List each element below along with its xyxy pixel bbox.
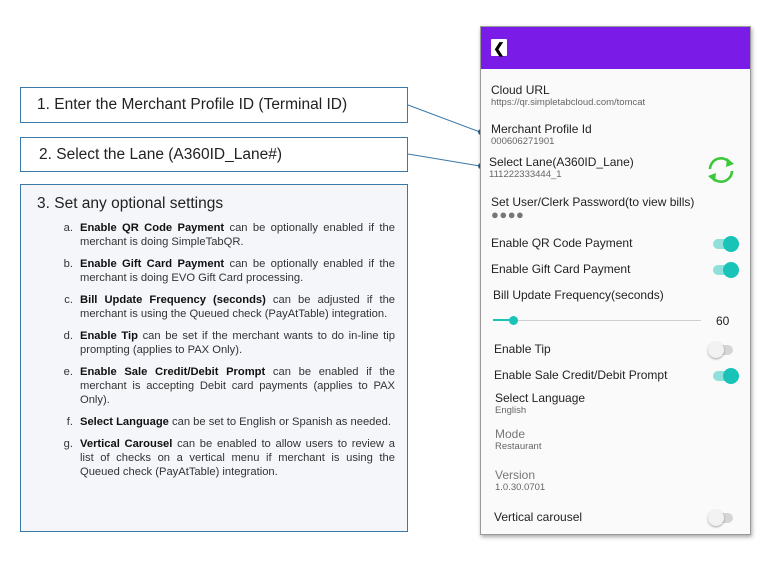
item-bold: Vertical Carousel [80,438,173,450]
item-letter: e. [63,366,73,378]
item-rest: can be set if the merchant wants to do in-line tip prompting (applies to PAX Only). [80,330,395,356]
sale-prompt-label: Enable Sale Credit/Debit Prompt [494,368,668,382]
refresh-icon[interactable] [703,152,739,188]
item-text [80,293,395,321]
slider-thumb[interactable] [509,316,518,325]
select-lane-label: Select Lane(A360ID_Lane) [489,155,634,169]
connector-line-merchant [408,105,480,132]
item-text [80,221,395,249]
gift-card-setting [491,262,751,276]
cloud-url-setting[interactable] [491,83,751,108]
item-letter: a. [63,222,73,234]
optional-setting-item [37,293,395,321]
item-rest: can be optionally enabled if the merchant is doing SimpleTabQR. [80,222,395,248]
callout-merchant-profile [20,87,408,123]
qr-payment-toggle[interactable] [713,239,735,249]
device-settings-screen [480,26,751,535]
item-letter: b. [63,258,73,270]
item-text [80,329,395,357]
item-rest: can be enabled if the merchant is accepting Debit card payments (applies to PAX Only). [80,366,395,406]
optional-setting-item [37,221,395,249]
language-setting[interactable] [495,391,751,416]
item-letter: f. [66,416,73,428]
bill-frequency-label: Bill Update Frequency(seconds) [493,288,664,302]
toggle-knob [723,368,739,384]
mode-label: Mode [495,427,526,441]
merchant-profile-label: Merchant Profile Id [491,122,592,136]
vertical-carousel-label: Vertical carousel [494,510,583,524]
item-bold: Enable QR Code Payment [80,222,225,234]
optional-setting-item [37,365,395,407]
item-bold: Bill Update Frequency (seconds) [80,294,266,306]
bill-frequency-slider[interactable] [481,307,750,337]
optional-setting-item [37,257,395,285]
optional-setting-item [37,329,395,357]
cloud-url-label: Cloud URL [491,83,550,97]
app-bar [481,27,750,69]
item-bold: Select Language [80,416,169,428]
item-rest: can be enabled to allow users to review a list of checks on a vertical menu if merchant is using the Queued check (PayAtTable) integration. [80,438,395,478]
item-text [80,415,395,429]
callout-merchant-profile-text: 1. Enter the Merchant Profile ID (Terminal ID) [37,96,348,113]
item-rest: can be optionally enabled if the merchant is doing EVO Gift Card processing. [80,258,395,284]
mode-value: Restaurant [495,441,542,452]
back-arrow-icon[interactable]: ❮ [491,39,507,56]
item-bold: Enable Tip [80,330,138,342]
tip-label: Enable Tip [494,342,551,356]
mode-setting [495,427,751,452]
item-letter: c. [64,294,73,306]
clerk-password-setting[interactable] [491,195,751,221]
tip-toggle[interactable] [711,345,733,355]
toggle-knob [708,342,724,358]
cloud-url-value: https://qr.simpletabcloud.com/tomcat [491,97,646,108]
callout-select-lane [20,137,408,172]
item-letter: g. [63,438,73,450]
version-value: 1.0.30.0701 [495,482,546,493]
vertical-carousel-toggle[interactable] [711,513,733,523]
item-bold: Enable Sale Credit/Debit Prompt [80,366,266,378]
item-bold: Enable Gift Card Payment [80,258,225,270]
sale-prompt-toggle[interactable] [713,371,735,381]
optional-settings-box [20,184,408,532]
qr-payment-label: Enable QR Code Payment [491,236,633,250]
item-text [80,257,395,285]
language-value: English [495,405,527,416]
optional-setting-item [37,437,395,479]
gift-card-toggle[interactable] [713,265,735,275]
callout-select-lane-text: 2. Select the Lane (A360ID_Lane#) [39,146,283,163]
item-text [80,437,395,479]
merchant-profile-value: 000606271901 [491,136,555,147]
language-label: Select Language [495,391,586,405]
connector-line-lane [408,154,480,166]
toggle-knob [723,262,739,278]
version-label: Version [495,468,536,482]
optional-settings-title: 3. Set any optional settings [37,195,224,212]
item-letter: d. [63,330,73,342]
qr-payment-setting [491,236,751,250]
bill-frequency-value: 60 [716,314,730,328]
item-text [80,365,395,407]
item-rest: can be set to English or Spanish as needed. [168,416,391,428]
toggle-knob [708,510,724,526]
version-info [495,468,751,493]
item-rest: can be adjusted if the merchant is using the Queued check (PayAtTable) integration. [80,294,396,320]
clerk-password-dots: ●●●● [491,207,525,222]
bill-frequency-setting [493,288,751,302]
gift-card-label: Enable Gift Card Payment [491,262,631,276]
select-lane-value: 111222333444_1 [489,169,562,180]
merchant-profile-setting[interactable] [491,122,751,147]
optional-settings-list [37,221,395,479]
slider-track [493,320,701,321]
toggle-knob [723,236,739,252]
optional-setting-item [37,415,395,429]
clerk-password-label: Set User/Clerk Password(to view bills) [491,195,695,209]
